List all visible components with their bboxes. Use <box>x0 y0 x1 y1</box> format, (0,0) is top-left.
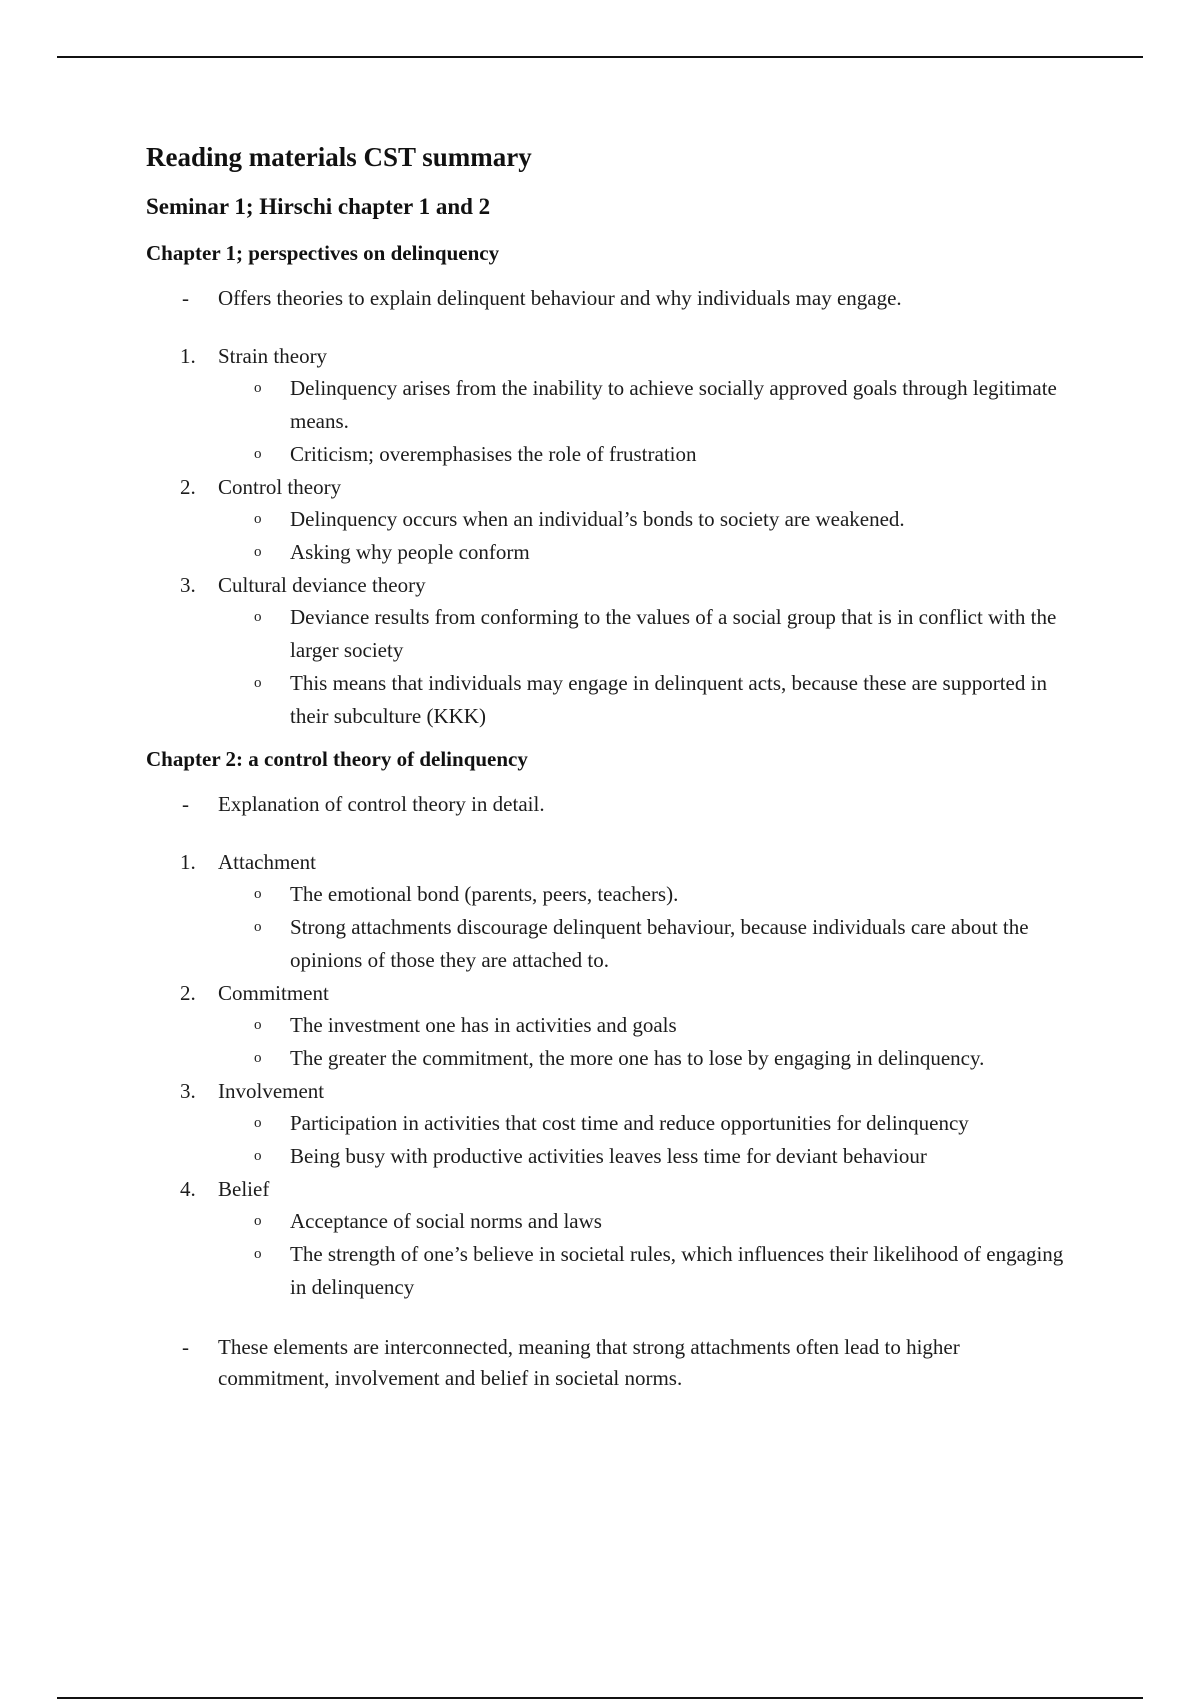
sub-item-text: Criticism; overemphasises the role of frustration <box>290 442 697 466</box>
sub-item-text: Acceptance of social norms and laws <box>290 1209 602 1233</box>
item-number: 4. <box>180 1177 196 1201</box>
sub-item-text: Participation in activities that cost time and reduce opportunities for delinquency <box>290 1111 969 1135</box>
chapter-2-element-list <box>146 846 1076 1304</box>
sub-list-item <box>146 438 1076 471</box>
circle-bullet-icon: o <box>254 1050 262 1066</box>
chapter-2-intro-text: Explanation of control theory in detail. <box>218 792 545 816</box>
chapter-1-intro <box>146 283 1076 314</box>
circle-bullet-icon: o <box>254 1148 262 1164</box>
sub-list-item <box>146 1205 1076 1238</box>
dash-marker: - <box>182 792 189 816</box>
circle-bullet-icon: o <box>254 886 262 902</box>
chapter-1-intro-text: Offers theories to explain delinquent behaviour and why individuals may engage. <box>218 286 902 310</box>
circle-bullet-icon: o <box>254 1213 262 1229</box>
circle-bullet-icon: o <box>254 1246 262 1262</box>
sub-list-item <box>146 911 1076 977</box>
list-item <box>146 471 1076 503</box>
chapter-2-heading: Chapter 2: a control theory of delinquency <box>146 747 528 771</box>
circle-bullet-icon: o <box>254 1115 262 1131</box>
sub-list-item <box>146 536 1076 569</box>
dash-marker: - <box>182 1335 189 1359</box>
chapter-1-heading: Chapter 1; perspectives on delinquency <box>146 241 500 265</box>
circle-bullet-icon: o <box>254 446 262 462</box>
list-item <box>146 340 1076 372</box>
sub-item-text: The emotional bond (parents, peers, teachers). <box>290 882 679 906</box>
item-number: 1. <box>180 344 196 368</box>
chapter-1-theory-list <box>146 340 1076 733</box>
seminar-heading: Seminar 1; Hirschi chapter 1 and 2 <box>146 194 491 219</box>
dash-marker: - <box>182 286 189 310</box>
sub-item-text: Deviance results from conforming to the values of a social group that is in conflict with the larger society <box>290 605 1057 662</box>
item-label: Belief <box>218 1177 270 1201</box>
sub-item-text: The greater the commitment, the more one has to lose by engaging in delinquency. <box>290 1046 985 1070</box>
sub-item-text: The strength of one’s believe in societal rules, which influences their likelihood of engaging in delinquency <box>290 1242 1064 1299</box>
list-item <box>146 569 1076 601</box>
circle-bullet-icon: o <box>254 919 262 935</box>
circle-bullet-icon: o <box>254 675 262 691</box>
circle-bullet-icon: o <box>254 380 262 396</box>
sub-list-item <box>146 601 1076 667</box>
sub-list-item <box>146 878 1076 911</box>
sub-item-text: The investment one has in activities and goals <box>290 1013 677 1037</box>
circle-bullet-icon: o <box>254 511 262 527</box>
list-item <box>146 1075 1076 1107</box>
top-rule <box>57 56 1143 58</box>
item-number: 3. <box>180 573 196 597</box>
item-label: Control theory <box>218 475 342 499</box>
item-number: 1. <box>180 850 196 874</box>
sub-item-text: This means that individuals may engage in delinquent acts, because these are supported in their subculture (KKK) <box>290 671 1047 728</box>
sub-list-item <box>146 1107 1076 1140</box>
sub-list-item <box>146 372 1076 438</box>
list-item <box>146 1173 1076 1205</box>
item-number: 3. <box>180 1079 196 1103</box>
sub-item-text: Strong attachments discourage delinquent behaviour, because individuals care about the opinions of those they are attached to. <box>290 915 1029 972</box>
document-body <box>146 140 1076 1394</box>
circle-bullet-icon: o <box>254 544 262 560</box>
bottom-rule <box>57 1697 1143 1699</box>
item-label: Strain theory <box>218 344 328 368</box>
item-label: Cultural deviance theory <box>218 573 426 597</box>
item-label: Involvement <box>218 1079 325 1103</box>
circle-bullet-icon: o <box>254 609 262 625</box>
sub-list-item <box>146 1009 1076 1042</box>
chapter-2-conclusion <box>146 1332 1076 1394</box>
item-number: 2. <box>180 475 196 499</box>
item-number: 2. <box>180 981 196 1005</box>
sub-list-item <box>146 1238 1076 1304</box>
chapter-2-intro <box>146 789 1076 820</box>
sub-list-item <box>146 1140 1076 1173</box>
sub-item-text: Delinquency arises from the inability to achieve socially approved goals through legitimate means. <box>290 376 1057 433</box>
sub-list-item <box>146 667 1076 733</box>
document-title: Reading materials CST summary <box>146 142 532 172</box>
sub-item-text: Asking why people conform <box>290 540 530 564</box>
sub-item-text: Delinquency occurs when an individual’s bonds to society are weakened. <box>290 507 905 531</box>
sub-list-item <box>146 1042 1076 1075</box>
sub-item-text: Being busy with productive activities leaves less time for deviant behaviour <box>290 1144 927 1168</box>
list-item <box>146 846 1076 878</box>
item-label: Commitment <box>218 981 329 1005</box>
chapter-2-conclusion-text: These elements are interconnected, meaning that strong attachments often lead to higher commitment, involvement and belief in societal norms. <box>218 1335 960 1390</box>
item-label: Attachment <box>218 850 316 874</box>
list-item <box>146 977 1076 1009</box>
circle-bullet-icon: o <box>254 1017 262 1033</box>
sub-list-item <box>146 503 1076 536</box>
